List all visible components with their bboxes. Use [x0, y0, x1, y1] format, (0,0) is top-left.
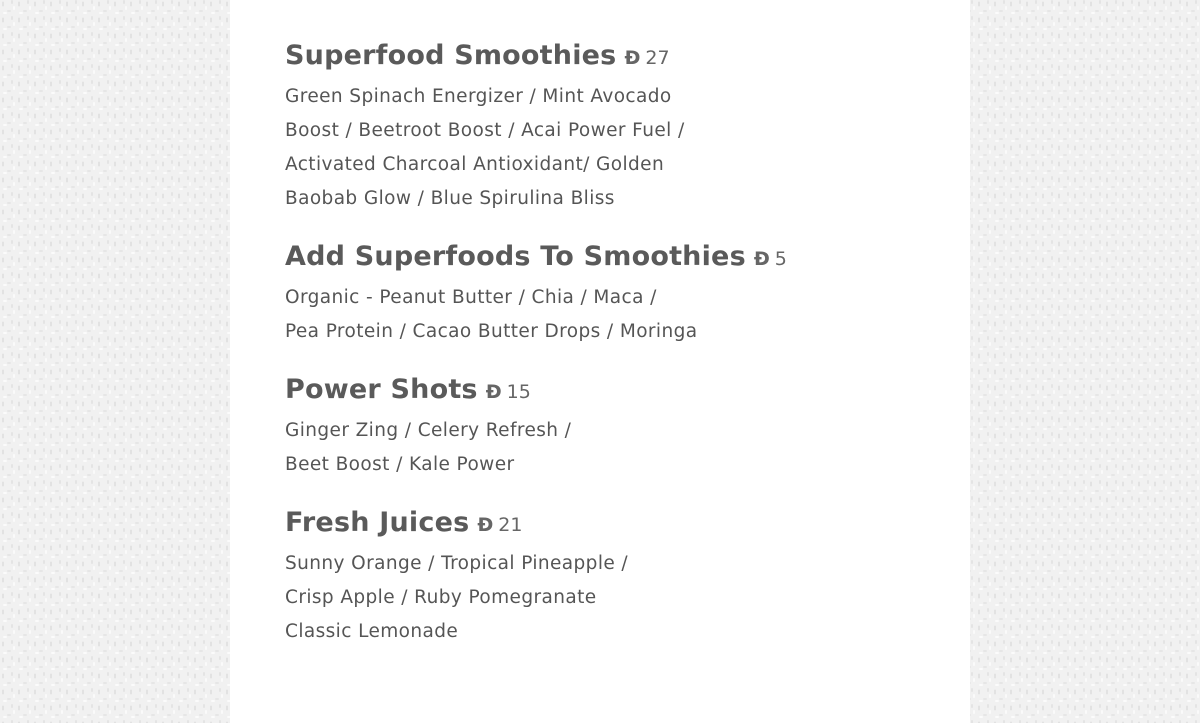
currency-symbol: Đ	[624, 47, 641, 69]
section-header	[285, 507, 925, 547]
section-price	[486, 381, 531, 403]
menu-panel	[230, 0, 970, 723]
menu-items-line: Ginger Zing / Celery Refresh /	[285, 420, 572, 441]
section-title: Fresh Juices	[285, 507, 470, 538]
currency-symbol: Đ	[753, 248, 770, 270]
menu-section-add-superfoods	[285, 241, 925, 349]
menu-items-line: Organic - Peanut Butter / Chia / Maca /	[285, 287, 657, 308]
menu-items-line: Crisp Apple / Ruby Pomegranate	[285, 587, 597, 608]
menu-items-line: Boost / Beetroot Boost / Acai Power Fuel /	[285, 120, 685, 141]
section-price	[477, 514, 522, 536]
price-value: 27	[645, 47, 670, 69]
menu-items-line: Green Spinach Energizer / Mint Avocado	[285, 86, 672, 107]
price-value: 5	[774, 248, 787, 270]
section-title: Power Shots	[285, 374, 478, 405]
menu-section-superfood-smoothies	[285, 40, 925, 216]
menu-content	[285, 40, 925, 674]
price-value: 21	[498, 514, 523, 536]
section-title: Add Superfoods To Smoothies	[285, 241, 746, 272]
section-header	[285, 241, 925, 281]
menu-section-fresh-juices	[285, 507, 925, 649]
section-title: Superfood Smoothies	[285, 40, 617, 71]
menu-items-line: Baobab Glow / Blue Spirulina Bliss	[285, 188, 615, 209]
section-header	[285, 40, 925, 80]
menu-items-line: Classic Lemonade	[285, 621, 459, 642]
menu-section-power-shots	[285, 374, 925, 482]
price-value: 15	[506, 381, 531, 403]
section-price	[754, 248, 787, 270]
menu-items-line: Pea Protein / Cacao Butter Drops / Moringa	[285, 321, 698, 342]
currency-symbol: Đ	[485, 381, 502, 403]
menu-items-line: Activated Charcoal Antioxidant/ Golden	[285, 154, 665, 175]
section-header	[285, 374, 925, 414]
section-price	[624, 47, 669, 69]
currency-symbol: Đ	[477, 514, 494, 536]
menu-items-line: Sunny Orange / Tropical Pineapple /	[285, 553, 629, 574]
menu-items-line: Beet Boost / Kale Power	[285, 454, 515, 475]
